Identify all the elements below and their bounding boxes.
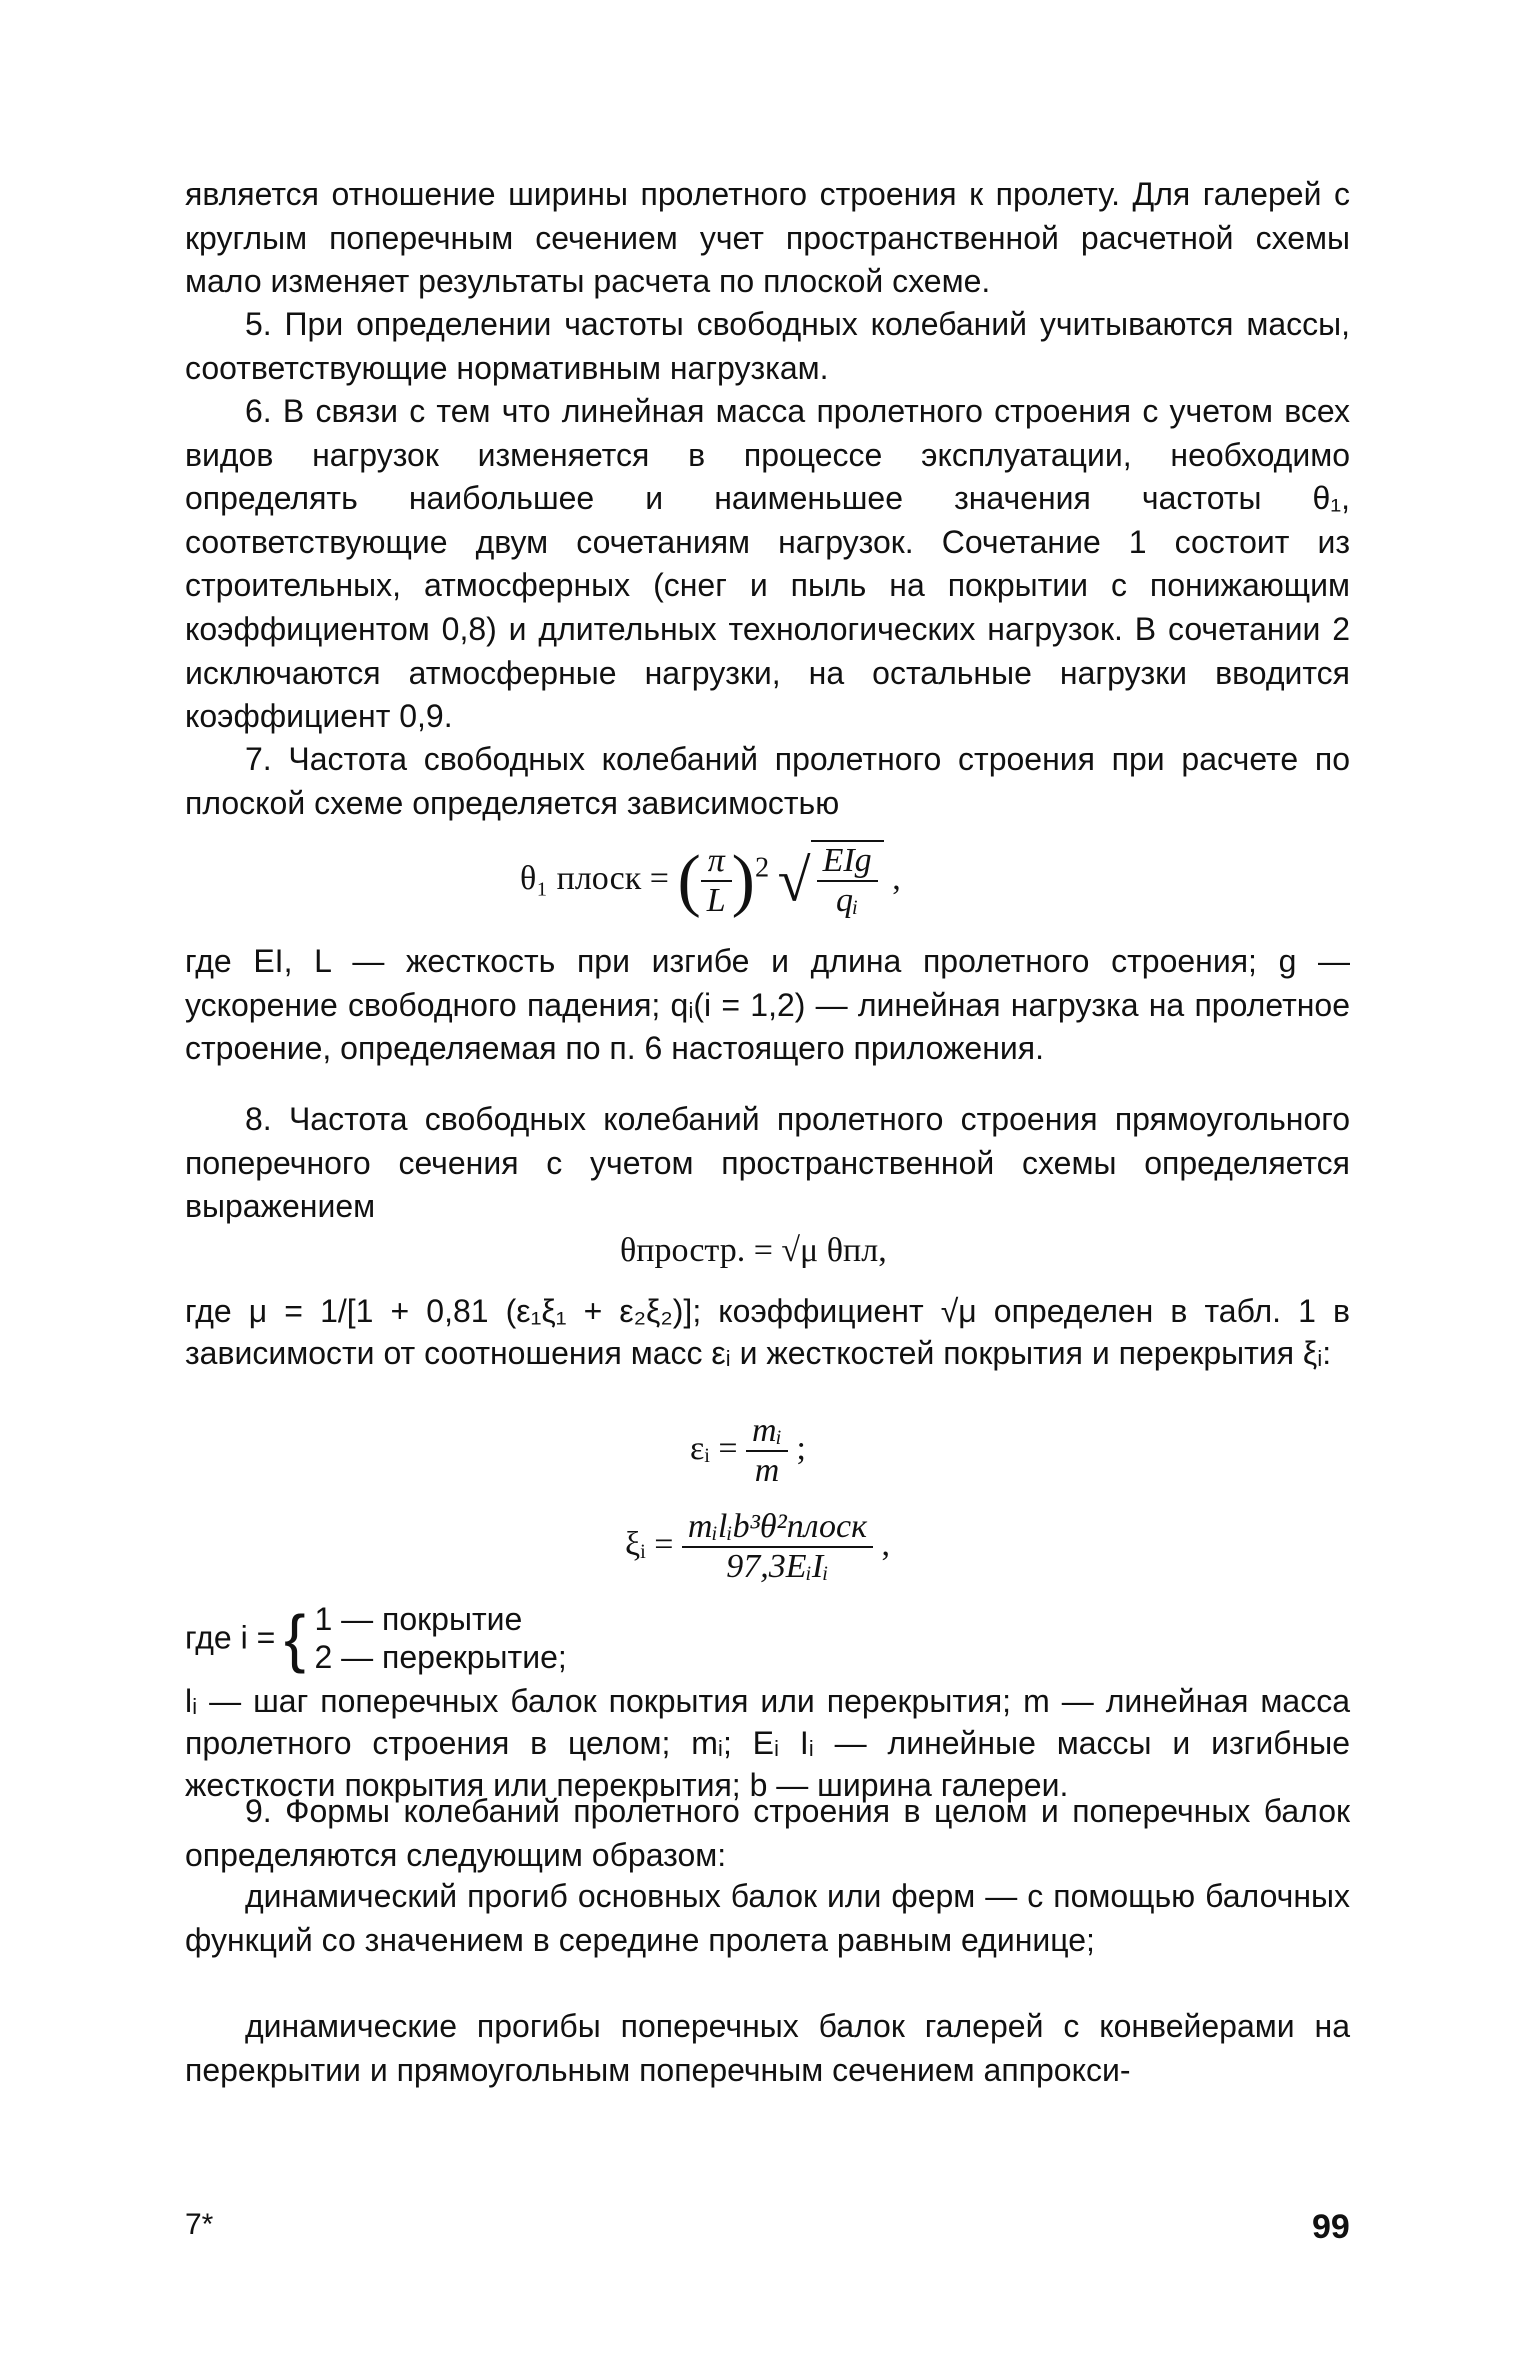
paragraph-8-legend: lᵢ — шаг поперечных балок покрытия или перекрытия; m — линейная масса пролетного строения в целом; mᵢ; Eᵢ Iᵢ — линейные массы и изгибные жесткости покрытия или перекрытия; b — ширина галереи. <box>185 1683 1350 1803</box>
case-2: 2 — перекрытие; <box>314 1639 567 1675</box>
formula-comma: , <box>892 859 901 897</box>
paragraph-7-where: где EI, L — жесткость при изгибе и длина пролетного строения; g — ускорение свободного падения; qᵢ(i = 1,2) — линейная нагрузка на пролетное строение, определяемая по п. 6 настоящего приложения. <box>185 943 1350 1067</box>
paragraph-continuation: является отношение ширины пролетного строения к пролету. Для галерей с круглым поперечным сечением учет пространственной расчетной схемы мало изменяет результаты расчета по плоской схеме. <box>185 176 1350 300</box>
fraction-xi: $\frac{\text{mᵢlᵢb³θ²плоск}}{\text{97,3EᵢIᵢ}}$ <box>682 1508 873 1586</box>
paragraph-5: 5. При определении частоты свободных колебаний учитываются массы, соответствующие нормативным нагрузкам. <box>185 306 1350 386</box>
paragraph-9a: динамический прогиб основных балок или ферм — с помощью балочных функций со значением в середине пролета равным единице; <box>185 1878 1350 1958</box>
exponent: 2 <box>754 852 770 884</box>
root-sign: √ <box>777 847 811 914</box>
fraction-pi-over-l: $\frac{\pi}{L}$ <box>701 842 732 920</box>
formula-epsilon: εᵢ = $\frac{\text{mᵢ}}{m}$ ; <box>690 1412 806 1489</box>
paren-open: ( <box>677 842 701 919</box>
formula-xi: ξᵢ = $\frac{\text{mᵢlᵢb³θ²плоск}}{\text{97,3EᵢIᵢ}}$ , <box>625 1508 890 1585</box>
paragraph-8-where: где μ = 1/[1 + 0,81 (ε₁ξ₁ + ε₂ξ₂)]; коэффициент √μ определен в табл. 1 в зависимости от соотношения масс εᵢ и жесткостей покрытия и перекрытия ξᵢ: <box>185 1293 1350 1371</box>
formula-cases: где i = { 1 — покрытие 2 — перекрытие; <box>185 1601 567 1675</box>
brace: { <box>284 1602 306 1674</box>
paragraph-9b: динамические прогибы поперечных балок галерей с конвейерами на перекрытии и прямоугольным поперечным сечением аппрокси- <box>185 2008 1350 2088</box>
formula-theta-plane <box>520 840 901 920</box>
formula-theta-spatial: θпростр. = √μ θпл, <box>620 1232 887 1269</box>
signature-mark: 7* <box>185 2208 214 2241</box>
page-number: 99 <box>1312 2208 1350 2246</box>
paragraph-8: 8. Частота свободных колебаний пролетного строения прямоугольного поперечного сечения с учетом пространственной схемы определяется выражением <box>185 1101 1350 1225</box>
case-1: 1 — покрытие <box>314 1601 523 1637</box>
paragraph-7: 7. Частота свободных колебаний пролетного строения при расчете по плоской схеме определяется зависимостью <box>185 741 1350 821</box>
paragraph-9: 9. Формы колебаний пролетного строения в целом и поперечных балок определяются следующим образом: <box>185 1793 1350 1873</box>
paragraph-6: 6. В связи с тем что линейная масса пролетного строения с учетом всех видов нагрузок изменяется в процессе эксплуатации, необходимо определять наибольшее и наименьшее значения частоты θ₁, соответствующие двум сочетаниям нагрузок. Сочетание 1 состоит из строительных, атмосферных (снег и пыль на покрытии с понижающим коэффициентом 0,8) и длительных технологических нагрузок. В сочетании 2 исключаются атмосферные нагрузки, на остальные нагрузки вводится коэффициент 0,9. <box>185 393 1350 735</box>
radicand: $\frac{\text{EIg}}{\text{qᵢ}}$ <box>811 840 884 920</box>
fraction-mi-over-m: $\frac{\text{mᵢ}}{m}$ <box>746 1412 788 1490</box>
formula-lhs: θ₁ плоск = <box>520 859 669 897</box>
paren-close: ) <box>731 842 755 919</box>
